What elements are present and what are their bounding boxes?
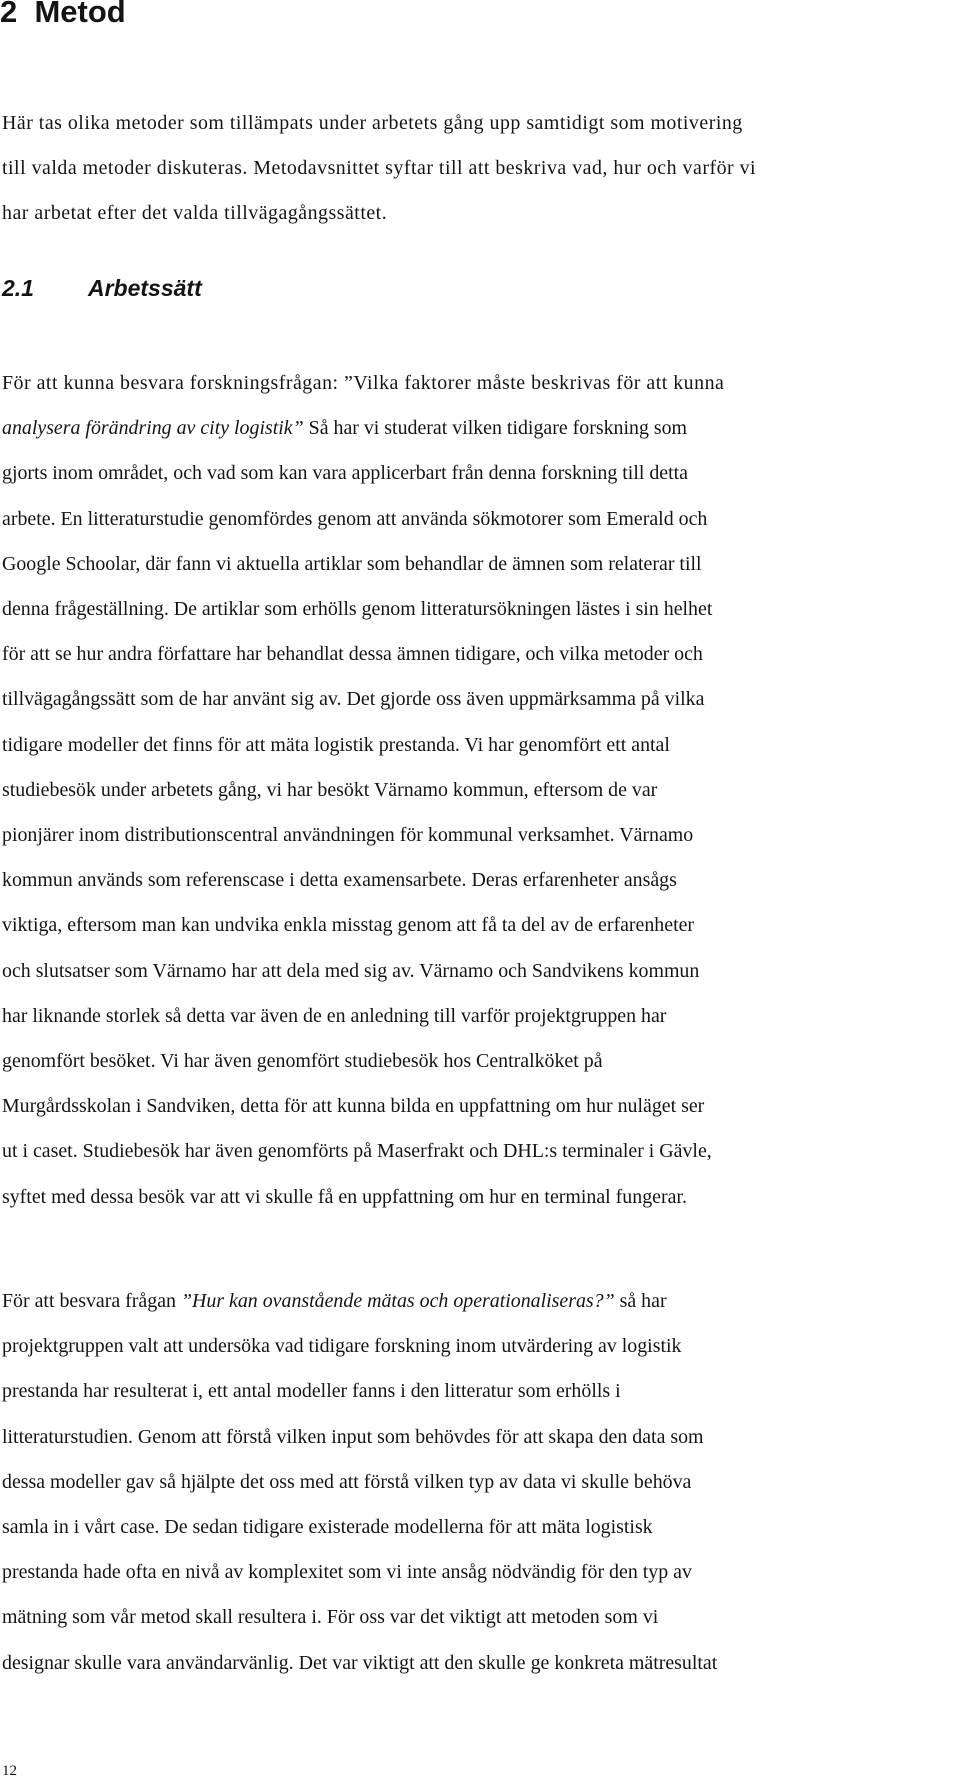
text-line: tidigare modeller det finns för att mäta logistik prestanda. Vi har genomfört ett antal bbox=[2, 733, 670, 756]
text-line: till valda metoder diskuteras. Metodavsnittet syftar till att beskriva vad, hur och varför vi bbox=[2, 157, 757, 180]
text-run: För att besvara frågan bbox=[2, 1290, 181, 1312]
text-line: Här tas olika metoder som tillämpats under arbetets gång upp samtidigt som motivering bbox=[2, 112, 743, 134]
text-line: denna frågeställning. De artiklar som erhölls genom litteratursökningen lästes i sin helhet bbox=[2, 598, 713, 621]
text-line: projektgruppen valt att undersöka vad tidigare forskning inom utvärdering av logistik bbox=[2, 1335, 682, 1358]
text-line bbox=[2, 406, 957, 451]
text-line: Murgårdsskolan i Sandviken, detta för att kunna bilda en uppfattning om hur nuläget ser bbox=[2, 1095, 705, 1118]
section-number: 2.1 bbox=[2, 275, 34, 301]
section-heading bbox=[2, 273, 202, 303]
text-run: så har bbox=[614, 1290, 667, 1312]
text-line: har liknande storlek så detta var även de en anledning till varför projektgruppen har bbox=[2, 1004, 667, 1027]
research-question-part: analysera förändring av city logistik” bbox=[2, 417, 304, 440]
text-line: prestanda hade ofta en nivå av komplexitet som vi inte ansåg nödvändig för den typ av bbox=[2, 1561, 692, 1584]
chapter-heading bbox=[0, 0, 126, 32]
text-line: kommun används som referenscase i detta examensarbete. Deras erfarenheter ansågs bbox=[2, 869, 677, 892]
text-line: designar skulle vara användarvänlig. Det var viktigt att den skulle ge konkreta mätresultat bbox=[2, 1651, 718, 1674]
text-line bbox=[2, 361, 957, 406]
text-line: studiebesök under arbetets gång, vi har besökt Värnamo kommun, eftersom de var bbox=[2, 778, 658, 801]
research-question: ”Hur kan ovanstående mätas och operationaliseras?” bbox=[180, 1290, 615, 1312]
text-line: samla in i vårt case. De sedan tidigare existerade modellerna för att mäta logistisk bbox=[2, 1516, 653, 1539]
text-line: prestanda har resulterat i, ett antal modeller fanns i den litteratur som erhölls i bbox=[2, 1380, 621, 1403]
text-line: dessa modeller gav så hjälpte det oss med att förstå vilken typ av data vi skulle behöva bbox=[2, 1470, 692, 1493]
text-line: tillvägagångssätt som de har använt sig av. Det gjorde oss även uppmärksamma på vilka bbox=[2, 688, 705, 711]
text-line bbox=[2, 1279, 957, 1324]
chapter-title: Metod bbox=[34, 0, 126, 29]
text-line: har arbetat efter det valda tillvägagångssättet. bbox=[2, 202, 388, 225]
text-line: ut i caset. Studiebesök har även genomförts på Maserfrakt och DHL:s terminaler i Gävle, bbox=[2, 1140, 712, 1163]
text-line: mätning som vår metod skall resultera i. För oss var det viktigt att metoden som vi bbox=[2, 1606, 659, 1629]
text-line: litteraturstudien. Genom att förstå vilken input som behövdes för att skapa den data som bbox=[2, 1425, 704, 1448]
chapter-number: 2 bbox=[0, 0, 18, 29]
text-line: syftet med dessa besök var att vi skulle få en uppfattning om hur en terminal fungerar. bbox=[2, 1185, 687, 1208]
text-line: arbete. En litteraturstudie genomfördes genom att använda sökmotorer som Emerald och bbox=[2, 507, 708, 530]
text-run: För att kunna besvara forskningsfrågan: bbox=[2, 372, 345, 394]
text-line: gjorts inom området, och vad som kan vara applicerbart från denna forskning till detta bbox=[2, 462, 689, 485]
research-question-part: ”Vilka faktorer måste beskrivas för att kunna bbox=[344, 372, 725, 394]
section-title: Arbetssätt bbox=[88, 275, 202, 301]
text-line: genomfört besöket. Vi har även genomfört studiebesök hos Centralköket på bbox=[2, 1050, 603, 1073]
text-line: pionjärer inom distributionscentral användningen för kommunal verksamhet. Värnamo bbox=[2, 824, 694, 847]
text-line: för att se hur andra författare har behandlat dessa ämnen tidigare, och vilka metoder och bbox=[2, 643, 703, 666]
text-line: viktiga, eftersom man kan undvika enkla misstag genom att få ta del av de erfarenheter bbox=[2, 914, 695, 937]
paragraph-evaluation bbox=[2, 1279, 957, 1686]
paragraph-method bbox=[2, 361, 957, 1220]
intro-paragraph bbox=[2, 101, 957, 237]
text-line: och slutsatser som Värnamo har att dela med sig av. Värnamo och Sandvikens kommun bbox=[2, 959, 700, 982]
page-number: 12 bbox=[2, 1763, 17, 1779]
text-run: Så har vi studerat vilken tidigare forskning som bbox=[303, 417, 688, 440]
text-line: Google Schoolar, där fann vi aktuella artiklar som behandlar de ämnen som relaterar till bbox=[2, 552, 702, 575]
